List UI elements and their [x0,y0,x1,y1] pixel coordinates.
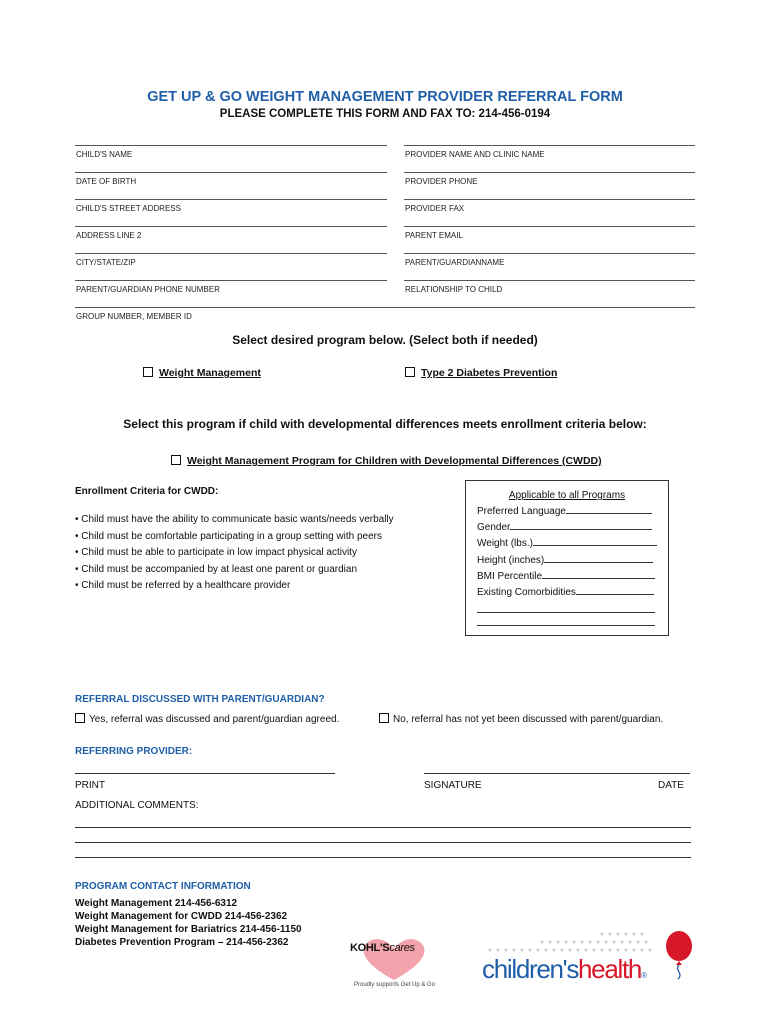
street-address-field[interactable]: CHILD'S STREET ADDRESS [75,199,387,227]
print-label: PRINT [75,780,105,791]
date-of-birth-field[interactable]: DATE OF BIRTH [75,172,387,200]
applicable-title: Applicable to all Programs [508,490,626,501]
signature-line[interactable] [424,773,690,774]
cwdd-heading: Select this program if child with developmental differences meets enrollment criteria below: [123,417,647,431]
height-field[interactable]: Height (inches) [477,552,668,568]
criteria-item: • Child must be comfortable participating in a group setting with peers [75,530,382,542]
childs-name-field[interactable]: CHILD'S NAME [75,145,387,173]
gender-field[interactable]: Gender [477,519,668,535]
childrens-health-logo [482,930,702,990]
checkbox-cwdd[interactable] [171,455,181,465]
parent-email-field[interactable]: PARENT EMAIL [404,226,695,254]
guardian-name-field[interactable]: PARENT/GUARDIANNAME [404,253,695,281]
cwdd-option[interactable]: Weight Management Program for Children with Developmental Differences (CWDD) [171,455,602,467]
date-label: DATE [658,780,684,791]
program-select-heading: Select desired program below. (Select both if needed) [232,333,538,347]
contact-line: Diabetes Prevention Program – 214-456-2362 [75,937,289,948]
comments-label: ADDITIONAL COMMENTS: [75,800,199,811]
referral-heading: REFERRAL DISCUSSED WITH PARENT/GUARDIAN? [75,694,325,705]
checkbox-referral-no[interactable] [379,713,389,723]
kohls-tagline: Proudly supports Get Up & Go [354,982,436,988]
address-line-2-field[interactable]: ADDRESS LINE 2 [75,226,387,254]
referral-no-option[interactable]: No, referral has not yet been discussed with parent/guardian. [379,713,663,725]
balloon-icon [662,930,696,980]
guardian-phone-field[interactable]: PARENT/GUARDIAN PHONE NUMBER [75,280,387,308]
comments-line[interactable] [75,827,691,828]
group-number-field[interactable]: GROUP NUMBER, MEMBER ID [75,307,695,335]
criteria-item: • Child must be referred by a healthcare provider [75,580,291,592]
preferred-language-field[interactable]: Preferred Language [477,503,668,519]
provider-name-field[interactable]: PROVIDER NAME AND CLINIC NAME [404,145,695,173]
kohls-wordmark: KOHL'S [350,942,390,954]
registered-mark: ® [641,971,647,980]
childrens-wordmark: children's [482,954,579,984]
criteria-item: • Child must be accompanied by at least one parent or guardian [75,563,358,575]
contact-line: Weight Management for Bariatrics 214-456-1150 [75,924,302,935]
cares-wordmark: cares [389,942,415,954]
provider-fax-field[interactable]: PROVIDER FAX [404,199,695,227]
weight-field[interactable]: Weight (lbs.) [477,535,668,551]
checkbox-referral-yes[interactable] [75,713,85,723]
city-state-zip-field[interactable]: CITY/STATE/ZIP [75,253,387,281]
fax-instructions: PLEASE COMPLETE THIS FORM AND FAX TO: 214-456-0194 [219,108,551,120]
criteria-title: Enrollment Criteria for CWDD: [75,486,219,497]
checkbox-weight-management[interactable] [143,367,153,377]
signature-label: SIGNATURE [424,780,482,791]
bmi-percentile-field[interactable]: BMI Percentile [477,568,668,584]
relationship-field[interactable]: RELATIONSHIP TO CHILD [404,280,695,308]
weight-management-option[interactable]: Weight Management [143,367,261,379]
referring-provider-heading: REFERRING PROVIDER: [75,746,193,757]
provider-phone-field[interactable]: PROVIDER PHONE [404,172,695,200]
comorbidities-line[interactable] [477,602,655,613]
criteria-list [75,512,394,595]
contact-list [75,897,302,949]
comorbidities-line[interactable] [477,615,655,626]
applicable-box [465,480,669,636]
kohls-cares-logo [344,934,444,994]
diabetes-prevention-option[interactable]: Type 2 Diabetes Prevention [405,367,557,379]
contact-line: Weight Management for CWDD 214-456-2362 [75,911,288,922]
form-title: GET UP & GO WEIGHT MANAGEMENT PROVIDER REFERRAL FORM [147,89,623,105]
criteria-item: • Child must be able to participate in low impact physical activity [75,547,357,559]
print-line[interactable] [75,773,335,774]
referral-yes-option[interactable]: Yes, referral was discussed and parent/guardian agreed. [75,713,339,725]
comments-line[interactable] [75,857,691,858]
contact-heading: PROGRAM CONTACT INFORMATION [75,881,251,892]
comments-line[interactable] [75,842,691,843]
health-wordmark: health [578,954,642,984]
criteria-item: • Child must have the ability to communicate basic wants/needs verbally [75,514,394,525]
comorbidities-field[interactable]: Existing Comorbidities [477,584,668,600]
checkbox-diabetes-prevention[interactable] [405,367,415,377]
contact-line: Weight Management 214-456-6312 [75,898,238,909]
